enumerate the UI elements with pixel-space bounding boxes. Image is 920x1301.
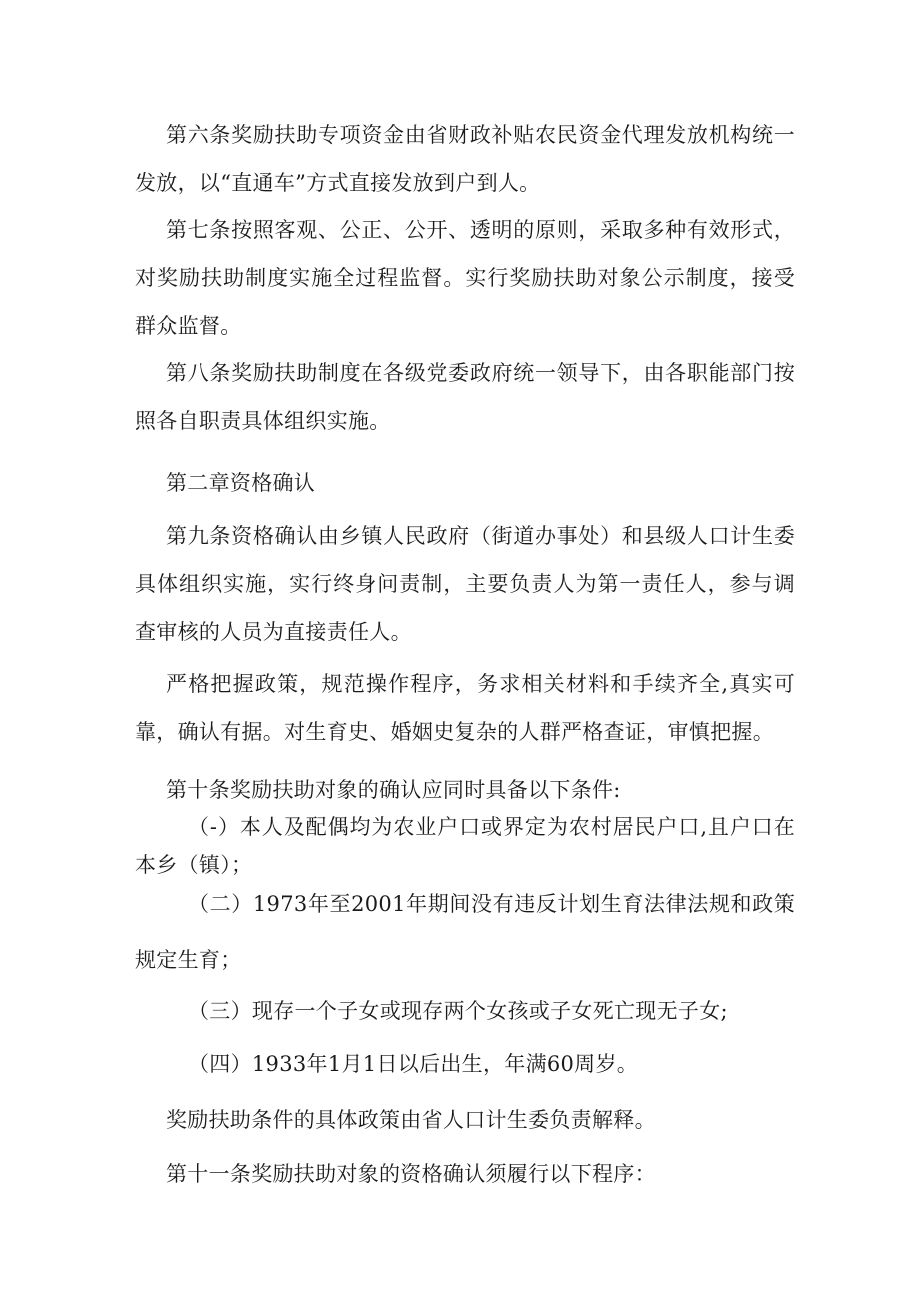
chapter-2-heading: 第二章资格确认: [166, 471, 316, 495]
article-6-paragraph: 第六条奖励扶助专项资金由省财政补贴农民资金代理发放机构统一发放，以“直通车”方式直接发放到户到人。: [135, 123, 795, 195]
article-10-paragraph: 第十条奖励扶助对象的确认应同时具备以下条件:: [166, 778, 621, 802]
interpretation-paragraph: 奖励扶助条件的具体政策由省人口计生委负责解释。: [166, 1108, 656, 1132]
condition-1-item: （-）本人及配偶均为农业户口或界定为农村居民户口,且户口在本乡（镇）；: [135, 815, 795, 877]
condition-3-item: （三）现存一个子女或现存两个女孩或子女死亡现无子女;: [188, 999, 728, 1023]
article-9-paragraph: 第九条资格确认由乡镇人民政府（街道办事处）和县级人口计生委具体组织实施，实行终身问责制，主要负责人为第一责任人，参与调查审核的人员为直接责任人。: [135, 524, 795, 644]
condition-4-item: （四）1933年1月1日以后出生，年满60周岁。: [188, 1052, 639, 1076]
article-7-paragraph: 第七条按照客观、公正、公开、透明的原则，采取多种有效形式，对奖励扶助制度实施全过程监督。实行奖励扶助对象公示制度，接受群众监督。: [135, 218, 795, 338]
article-11-paragraph: 第十一条奖励扶助对象的资格确认须履行以下程序：: [166, 1162, 656, 1186]
strict-policy-paragraph: 严格把握政策，规范操作程序，务求相关材料和手续齐全,真实可靠，确认有据。对生育史、婚姻史复杂的人群严格查证，审慎把握。: [135, 672, 795, 744]
condition-2-item: （二）1973年至2001年期间没有违反计划生育法律法规和政策规定生育；: [135, 892, 795, 972]
article-8-paragraph: 第八条奖励扶助制度在各级党委政府统一领导下，由各职能部门按照各自职责具体组织实施。: [135, 361, 795, 433]
